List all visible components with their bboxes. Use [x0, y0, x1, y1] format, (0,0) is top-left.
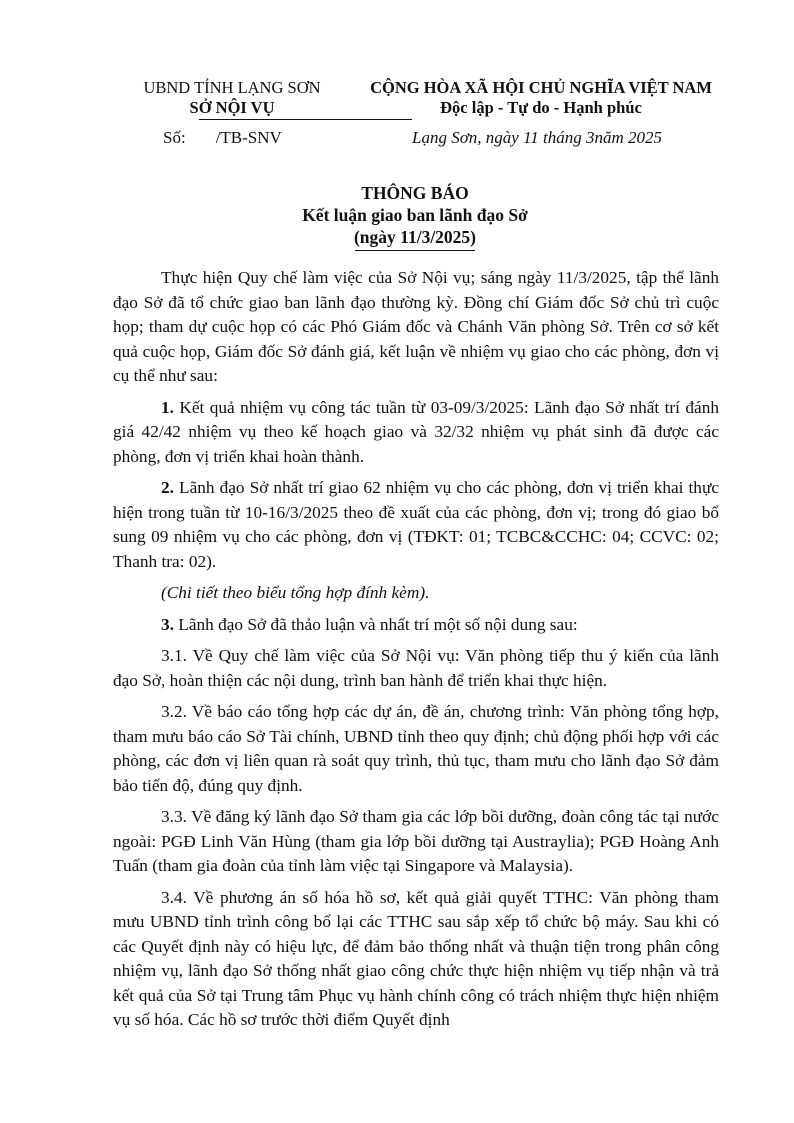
country-name: CỘNG HÒA XÃ HỘI CHỦ NGHĨA VIỆT NAM [370, 78, 712, 97]
document-body [113, 266, 719, 1040]
intro-paragraph: Thực hiện Quy chế làm việc của Sở Nội vụ; sáng ngày 11/3/2025, tập thể lãnh đạo Sở đã tổ chức giao ban lãnh đạo thường kỳ. Đồng chí Giám đốc Sở chủ trì cuộc họp; tham dự cuộc họp có các Phó Giám đốc và Chánh Văn phòng Sở. Trên cơ sở kết quả cuộc họp, Giám đốc Sở đánh giá, kết luận về nhiệm vụ giao cho các phòng, đơn vị cụ thể như sau: [113, 268, 719, 385]
document-number [163, 128, 282, 148]
agency-parent: UBND TỈNH LẠNG SƠN [143, 78, 321, 97]
title-underline [355, 250, 475, 251]
section-number: 3. [161, 614, 174, 634]
title-type: THÔNG BÁO [361, 183, 469, 203]
national-motto [352, 78, 730, 118]
section-3 [113, 613, 719, 638]
agency-name: SỞ NỘI VỤ [189, 98, 275, 117]
number-label: Số: [163, 128, 186, 147]
document-date: Lạng Sơn, ngày 11 tháng 3năm 2025 [412, 128, 663, 147]
issuing-agency [128, 78, 336, 118]
document-title [0, 182, 794, 248]
section-text: Kết quả nhiệm vụ công tác tuần từ 03-09/3/2025: Lãnh đạo Sở nhất trí đánh giá 42/42 nhiệm vụ theo kế hoạch giao và 32/32 nhiệm vụ phát sinh đã được các phòng, đơn vị triển khai hoàn thành. [113, 397, 719, 466]
number-code: /TB-SNV [215, 128, 282, 147]
motto: Độc lập - Tự do - Hạnh phúc [440, 98, 642, 117]
title-date: (ngày 11/3/2025) [353, 227, 477, 247]
section-1 [113, 396, 719, 470]
section-text: Lãnh đạo Sở đã thảo luận và nhất trí một số nội dung sau: [173, 614, 578, 634]
subsection-3-2: 3.2. Về báo cáo tổng hợp các dự án, đề án, chương trình: Văn phòng tổng hợp, tham mưu báo cáo Sở Tài chính, UBND tỉnh theo quy định; chủ động phối hợp với các phòng, các đơn vị liên quan rà soát quy trình, thủ tục, tham mưu cho lãnh đạo Sở đảm bảo tiến độ, đúng quy định. [113, 702, 719, 795]
title-subject: Kết luận giao ban lãnh đạo Sở [302, 205, 528, 225]
section-number: 1. [161, 397, 174, 417]
motto-underline [226, 119, 412, 120]
detail-note: (Chi tiết theo biểu tổng hợp đính kèm). [161, 583, 430, 602]
subsection-3-3: 3.3. Về đăng ký lãnh đạo Sở tham gia các lớp bồi dưỡng, đoàn công tác tại nước ngoài: PGĐ Linh Văn Hùng (tham gia lớp bồi dưỡng tại Austraylia); PGĐ Hoàng Anh Tuấn (tham gia đoàn của tỉnh làm việc tại Singapore và Malaysia). [113, 807, 719, 875]
section-2 [113, 476, 719, 574]
section-text: Lãnh đạo Sở nhất trí giao 62 nhiệm vụ cho các phòng, đơn vị triển khai thực hiện trong tuần từ 10-16/3/2025 theo đề xuất của các phòng, đơn vị; trong đó giao bổ sung 09 nhiệm vụ cho các phòng, đơn vị (TĐKT: 01; TCBC&CCHC: 04; CCVC: 02; Thanh tra: 02). [113, 478, 719, 571]
section-number: 2. [161, 478, 174, 497]
subsection-3-1: 3.1. Về Quy chế làm việc của Sở Nội vụ: Văn phòng tiếp thu ý kiến của lãnh đạo Sở, hoàn thiện các nội dung, trình ban hành để triển khai thực hiện. [113, 646, 719, 690]
subsection-3-4: 3.4. Về phương án số hóa hồ sơ, kết quả giải quyết TTHC: Văn phòng tham mưu UBND tỉnh trình công bố lại các TTHC sau sắp xếp tổ chức bộ máy. Sau khi có các Quyết định này có hiệu lực, để đảm bảo thống nhất và thuận tiện trong phân công nhiệm vụ, lãnh đạo Sở thống nhất giao công chức thực hiện nhiệm vụ tiếp nhận và trả kết quả của Sở tại Trung tâm Phục vụ hành chính công có trách nhiệm thực hiện nhiệm vụ số hóa. Các hồ sơ trước thời điểm Quyết định [113, 887, 719, 1029]
